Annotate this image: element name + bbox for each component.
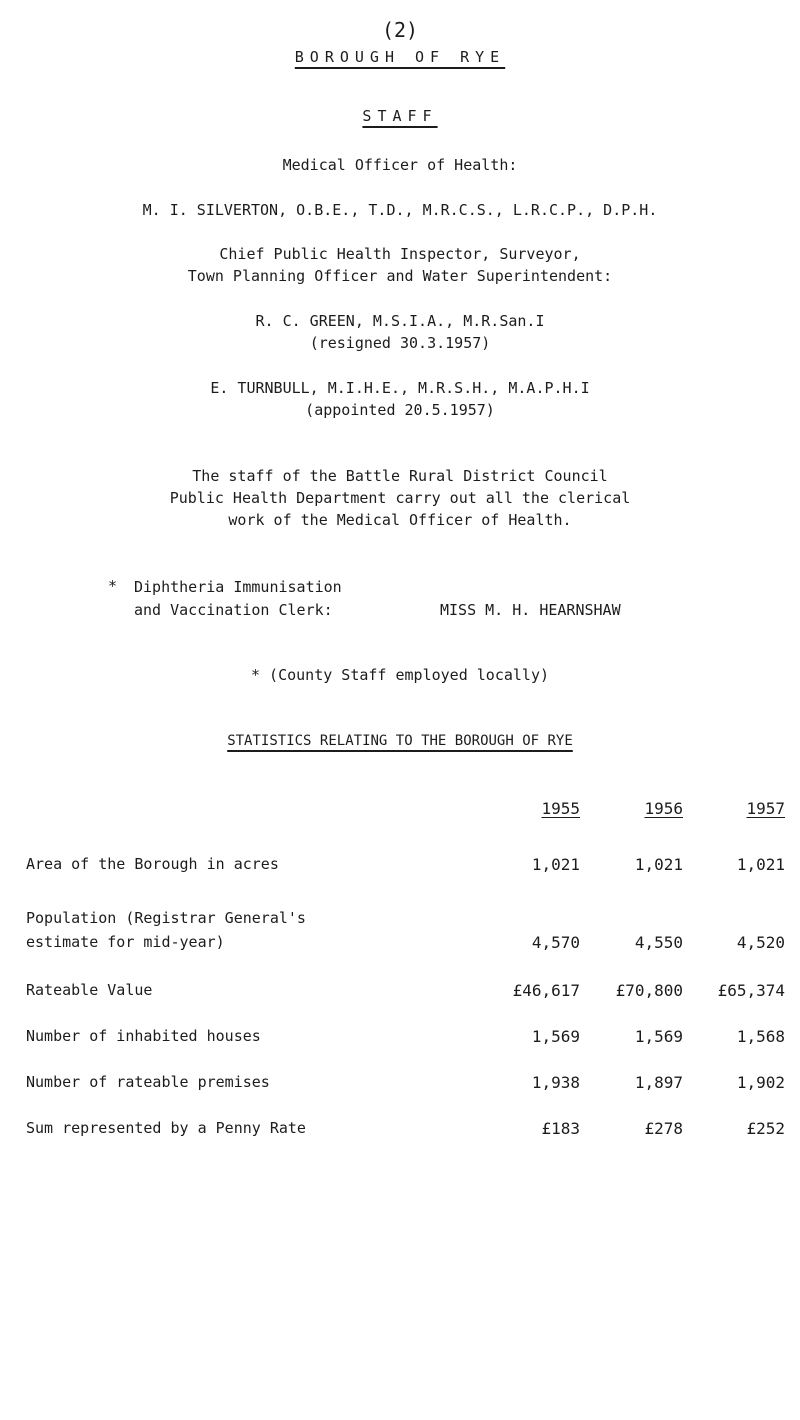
row-value: £65,374 — [717, 981, 785, 1000]
row-label: Number of rateable premises — [26, 1073, 270, 1091]
clerk-role-line2: and Vaccination Clerk: — [134, 601, 333, 619]
inspector-1-note: (resigned 30.3.1957) — [309, 334, 491, 352]
chief-inspector-role-line1: Chief Public Health Inspector, Surveyor, — [219, 245, 581, 263]
table-row — [0, 981, 800, 1003]
clerical-note-line2: Public Health Department carry out all the clerical — [169, 489, 631, 507]
table-row-continuation — [0, 933, 800, 955]
row-value: 1,021 — [634, 855, 683, 874]
statistics-heading: STATISTICS RELATING TO THE BOROUGH OF RYE — [227, 733, 573, 749]
table-header-row — [0, 799, 800, 821]
table-row — [0, 909, 800, 931]
medical-officer-role: Medical Officer of Health: — [282, 156, 518, 174]
inspector-1-name: R. C. GREEN, M.S.I.A., M.R.San.I — [255, 312, 545, 330]
inspector-2-note: (appointed 20.5.1957) — [305, 401, 495, 419]
table-row — [0, 1073, 800, 1095]
row-value: 4,570 — [531, 933, 580, 952]
row-value: 1,938 — [531, 1073, 580, 1092]
row-label: Population (Registrar General's — [26, 909, 306, 927]
row-value: 1,569 — [531, 1027, 580, 1046]
row-value: 1,021 — [531, 855, 580, 874]
year-header: 1955 — [541, 799, 580, 818]
clerk-role-line1: Diphtheria Immunisation — [134, 578, 342, 596]
chief-inspector-role-line2: Town Planning Officer and Water Superintendent: — [187, 267, 613, 285]
row-value: £46,617 — [512, 981, 580, 1000]
row-label: estimate for mid-year) — [26, 933, 225, 951]
row-value: 1,568 — [736, 1027, 785, 1046]
row-label: Area of the Borough in acres — [26, 855, 279, 873]
row-label: Sum represented by a Penny Rate — [26, 1119, 306, 1137]
row-value: 4,520 — [736, 933, 785, 952]
page-title: BOROUGH OF RYE — [294, 48, 506, 66]
table-row — [0, 1119, 800, 1141]
clerk-asterisk: * — [108, 577, 118, 595]
row-value: 1,902 — [736, 1073, 785, 1092]
clerical-note-line3: work of the Medical Officer of Health. — [228, 511, 572, 529]
year-header: 1957 — [746, 799, 785, 818]
clerical-note-line1: The staff of the Battle Rural District Council — [192, 467, 608, 485]
row-value: £183 — [541, 1119, 580, 1138]
row-value: 4,550 — [634, 933, 683, 952]
row-value: £252 — [746, 1119, 785, 1138]
row-value: 1,021 — [736, 855, 785, 874]
row-value: 1,569 — [634, 1027, 683, 1046]
clerk-name: MISS M. H. HEARNSHAW — [440, 601, 621, 619]
county-staff-footnote: * (County Staff employed locally) — [250, 666, 549, 684]
row-value: £278 — [644, 1119, 683, 1138]
row-label: Number of inhabited houses — [26, 1027, 261, 1045]
row-label: Rateable Value — [26, 981, 153, 999]
row-value: 1,897 — [634, 1073, 683, 1092]
row-value: £70,800 — [615, 981, 683, 1000]
inspector-2-name: E. TURNBULL, M.I.H.E., M.R.S.H., M.A.P.H.I — [210, 379, 590, 397]
page-number: (2) — [381, 18, 419, 42]
staff-heading: STAFF — [362, 107, 438, 125]
table-row — [0, 855, 800, 877]
medical-officer-name: M. I. SILVERTON, O.B.E., T.D., M.R.C.S., L.R.C.P., D.P.H. — [142, 201, 658, 219]
table-row — [0, 1027, 800, 1049]
year-header: 1956 — [644, 799, 683, 818]
